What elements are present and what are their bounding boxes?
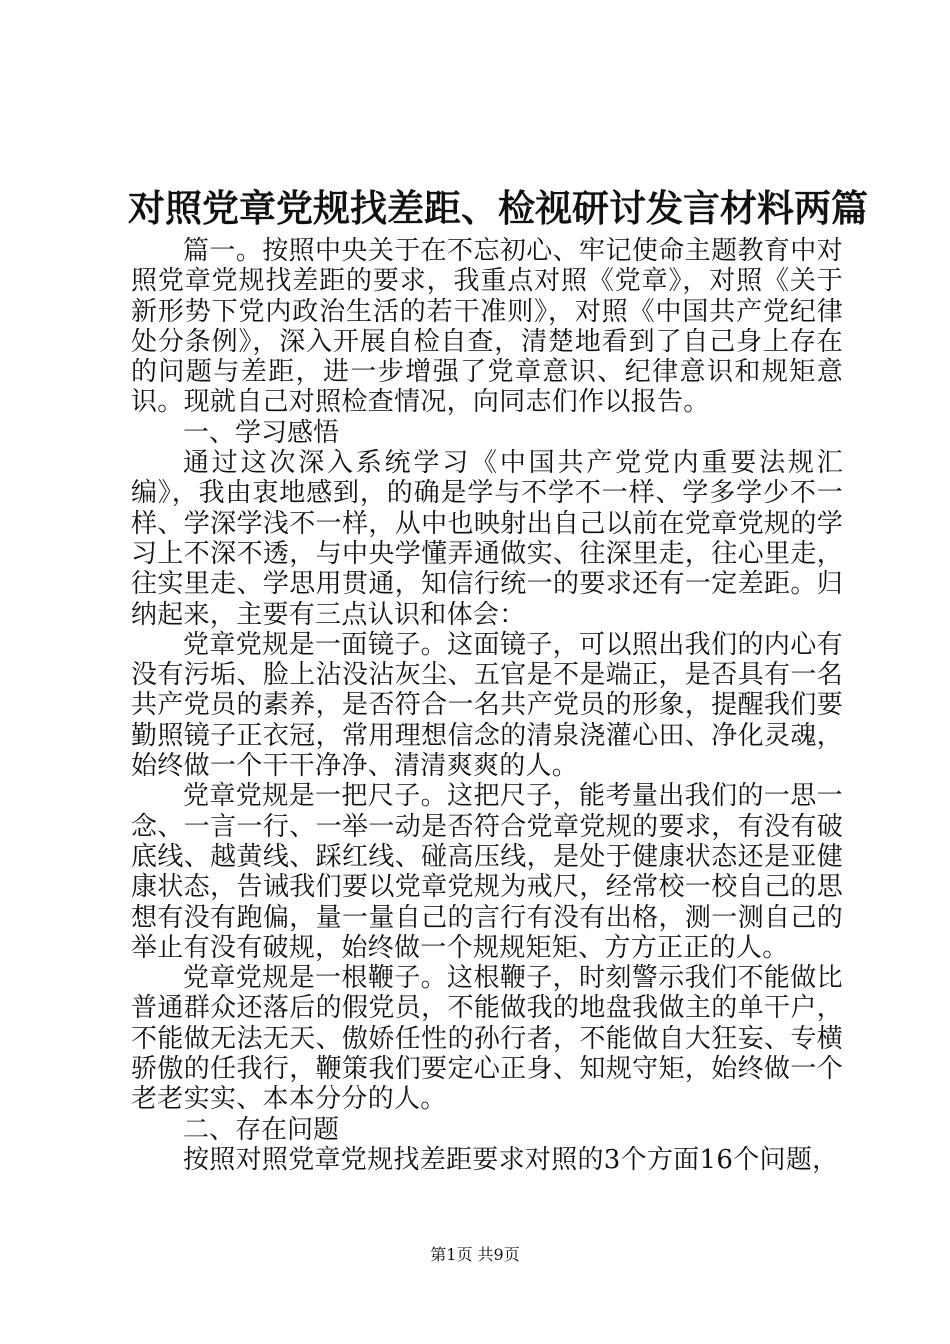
document-title: 对照党章党规找差距、检视研讨发言材料两篇 <box>128 187 868 230</box>
paragraph-study: 通过这次深入系统学习《中国共产党党内重要法规汇编》，我由衷地感到，的确是学与不学不一样、学多学少不一样、学深学浅不一样，从中也映射出自己以前在党章党规的学习上不深不透，与中央学懂弄通做实、往深里走，往心里走，往实里走、学思用贯通，知信行统一的要求还有一定差距。归纳起来，主要有三点认识和体会： <box>131 448 843 630</box>
paragraph-mirror: 党章党规是一面镜子。这面镜子，可以照出我们的内心有没有污垢、脸上沾没沾灰尘、五官是不是端正，是否具有一名共产党员的素养，是否符合一名共产党员的形象，提醒我们要勤照镜子正衣冠，常用理想信念的清泉浇灌心田、净化灵魂，始终做一个干干净净、清清爽爽的人。 <box>131 629 843 782</box>
section-heading-study: 一、学习感悟 <box>183 417 340 448</box>
paragraph-ruler: 党章党规是一把尺子。这把尺子，能考量出我们的一思一念、一言一行、一举一动是否符合党章党规的要求，有没有破底线、越黄线、踩红线、碰高压线，是处于健康状态还是亚健康状态，告诫我们要以党章党规为戒尺，经常校一校自己的思想有没有跑偏，量一量自己的言行有没有出格，测一测自己的举止有没有破规，始终做一个规规矩矩、方方正正的人。 <box>131 781 843 963</box>
page-number-footer: 第1页 共9页 <box>430 1245 520 1264</box>
paragraph-problems: 按照对照党章党规找差距要求对照的3个方面16个问题， <box>183 1144 839 1175</box>
section-heading-problems: 二、存在问题 <box>183 1114 340 1145</box>
document-body <box>131 236 843 1175</box>
paragraph-intro: 篇一。按照中央关于在不忘初心、牢记使命主题教育中对照党章党规找差距的要求，我重点对照《党章》，对照《关于新形势下党内政治生活的若干准则》，对照《中国共产党纪律处分条例》，深入开展自检自查，清楚地看到了自己身上存在的问题与差距，进一步增强了党章意识、纪律意识和规矩意识。现就自己对照检查情况，向同志们作以报告。 <box>131 236 843 418</box>
paragraph-whip: 党章党规是一根鞭子。这根鞭子，时刻警示我们不能做比普通群众还落后的假党员，不能做我的地盘我做主的单干户，不能做无法无天、傲娇任性的孙行者，不能做自大狂妄、专横骄傲的任我行，鞭策我们要定心正身、知规守矩，始终做一个老老实实、本本分分的人。 <box>131 963 843 1115</box>
